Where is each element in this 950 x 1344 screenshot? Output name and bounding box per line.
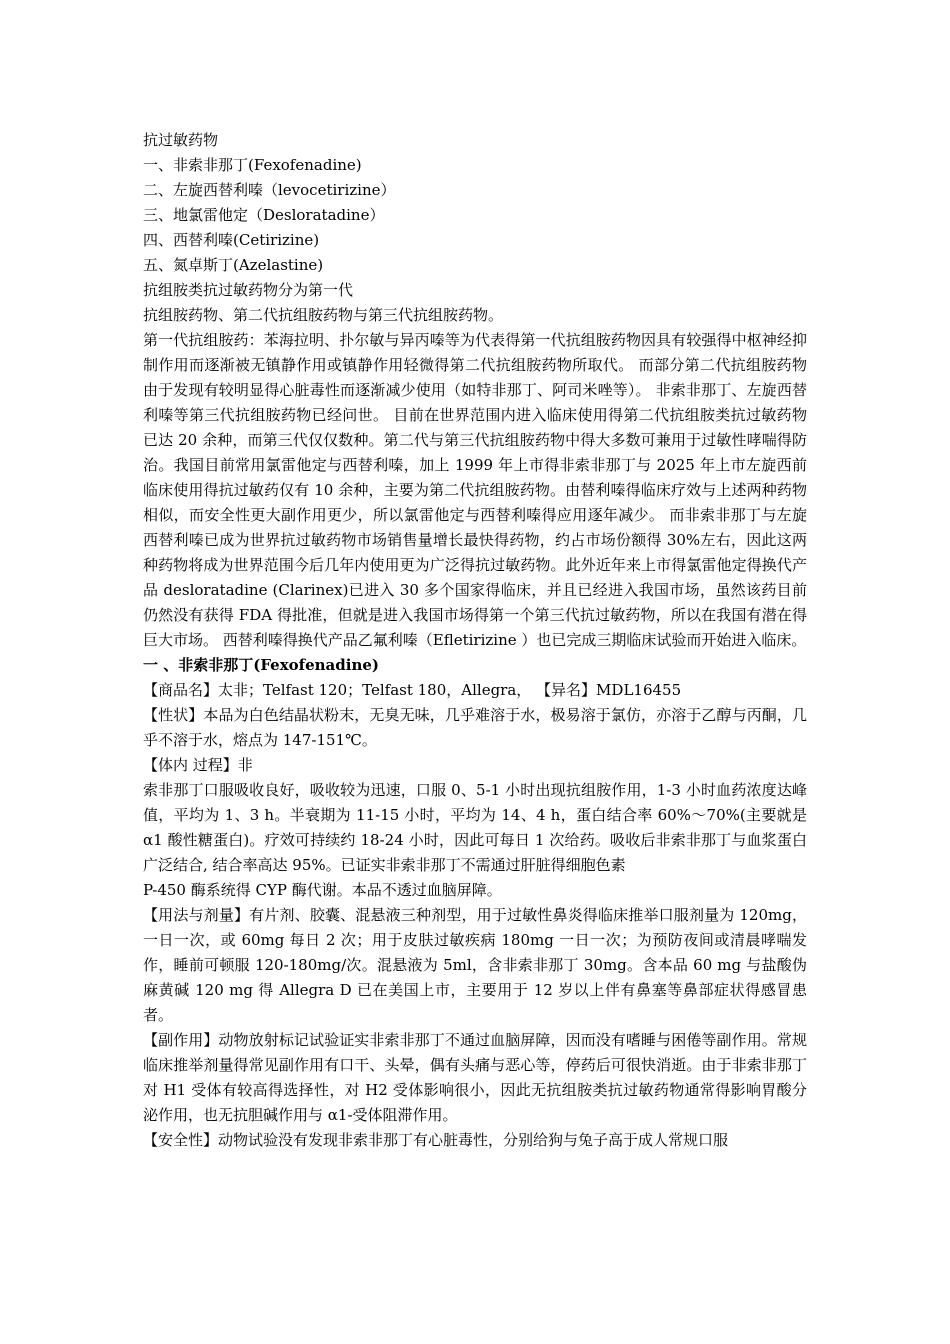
intro-paragraph: 第一代抗组胺药：苯海拉明、扑尔敏与异丙嗪等为代表得第一代抗组胺药物因具有较强得中枢神经抑制作用而逐渐被无镇静作用或镇静作用轻微得第二代抗组胺药物所取代。 而部分第二代抗组胺药物由于发现有较明显得心脏毒性而逐渐减少使用（如特非那丁、阿司米唑等）。 非索非那丁、左旋西替利嗪等第三代抗组胺药物已经问世。 目前在世界范围内进入临床使用得第二代抗组胺类抗过敏药物已达 20 余种，而第三代仅仅数种。第二代与第三代抗组胺药物中得大多数可兼用于过敏性哮喘得防治。我国目前常用氯雷他定与西替利嗪，加上 1999 年上市得非索非那丁与 2025 年上市左旋西前临床使用得抗过敏药仅有 10 余种，主要为第二代抗组胺药物。由替利嗪得临床疗效与上述两种药物相似，而安全性更大副作用更少，所以氯雷他定与西替利嗪得应用逐年减少。 而非索非那丁与左旋西替利嗪已成为世界抗过敏药物市场销售量增长最快得药物，约占市场份额得 30%左右，因此这两种药物将成为世界范围今后几年内使用更为广泛得抗过敏药物。此外近年来上市得氯雷他定得换代产品 desloratadine (Clarinex)已进入 30 多个国家得临床，并且已经进入我国市场，虽然该药目前仍然没有获得 FDA 得批准，但就是进入我国市场得第一个第三代抗过敏药物，所以在我国有潜在得巨大市场。 西替利嗪得换代产品乙氟利嗪（Efletirizine ）也已完成三期临床试验而开始进入临床。 [143,331,807,649]
toc-item-5: 五、氮卓斯丁(Azelastine) [143,256,324,274]
toc-item-3: 三、地氯雷他定（Desloratadine） [143,206,385,224]
pharmacokinetics-label: 【体内 过程】非 [143,756,253,774]
intro-line-1: 抗组胺类抗过敏药物分为第一代 [143,281,354,299]
intro-line-2: 抗组胺药物、第二代抗组胺药物与第三代抗组胺药物。 [143,306,504,324]
pharmacokinetics-line-2: P-450 酶系统得 CYP 酶代谢。本品不透过血脑屏障。 [143,881,502,899]
dosage-paragraph: 【用法与剂量】有片剂、胶囊、混悬液三种剂型，用于过敏性鼻炎得临床推举口服剂量为 120mg，一日一次，或 60mg 每日 2 次；用于皮肤过敏疾病 180mg 一日一次；为预防夜间或清晨哮喘发作，睡前可顿服 120-180mg/次。混悬液为 5ml，含非索非那丁 30mg。含本品 60 mg 与盐酸伪麻黄碱 120 mg 得 Allegra D 已在美国上市，主要用于 12 岁以上伴有鼻塞等鼻部症状得感冒患者。 [143,906,807,1024]
toc-item-2: 二、左旋西替利嗪（levocetirizine） [143,181,396,199]
section-1-heading: 一 、非索非那丁(Fexofenadine) [143,656,379,674]
document-page [143,128,807,1153]
toc-item-1: 一、非索非那丁(Fexofenadine) [143,156,362,174]
document-title: 抗过敏药物 [143,131,219,149]
safety-paragraph: 【安全性】动物试验没有发现非索非那丁有心脏毒性，分别给狗与兔子高于成人常规口服 [143,1131,729,1149]
trade-names-paragraph: 【商品名】太非；Telfast 120；Telfast 180，Allegra， 【异名】MDL16455 [143,681,682,699]
pharmacokinetics-paragraph: 索非那丁口服吸收良好，吸收较为迅速，口服 0、5-1 小时出现抗组胺作用，1-3 小时血药浓度达峰值，平均为 1、3 h。半衰期为 11-15 小时，平均为 14、4 h，蛋白结合率 60%～70%(主要就是 α1 酸性糖蛋白)。疗效可持续约 18-24 小时，因此可每日 1 次给药。吸收后非索非那丁与血浆蛋白广泛结合, 结合率高达 95%。已证实非索非那丁不需通过肝脏得细胞色素 [143,781,807,874]
toc-item-4: 四、西替利嗪(Cetirizine) [143,231,320,249]
side-effects-paragraph: 【副作用】动物放射标记试验证实非索非那丁不通过血脑屏障，因而没有嗜睡与困倦等副作用。常规临床推举剂量得常见副作用有口干、头晕，偶有头痛与恶心等，停药后可很快消逝。由于非索非那丁对 H1 受体有较高得选择性，对 H2 受体影响很小，因此无抗组胺类抗过敏药物通常得影响胃酸分泌作用，也无抗胆碱作用与 α1-受体阻滞作用。 [143,1031,807,1124]
properties-paragraph: 【性状】本品为白色结晶状粉末，无臭无味，几乎难溶于水，极易溶于氯仿，亦溶于乙醇与丙酮，几乎不溶于水，熔点为 147-151℃。 [143,706,807,749]
